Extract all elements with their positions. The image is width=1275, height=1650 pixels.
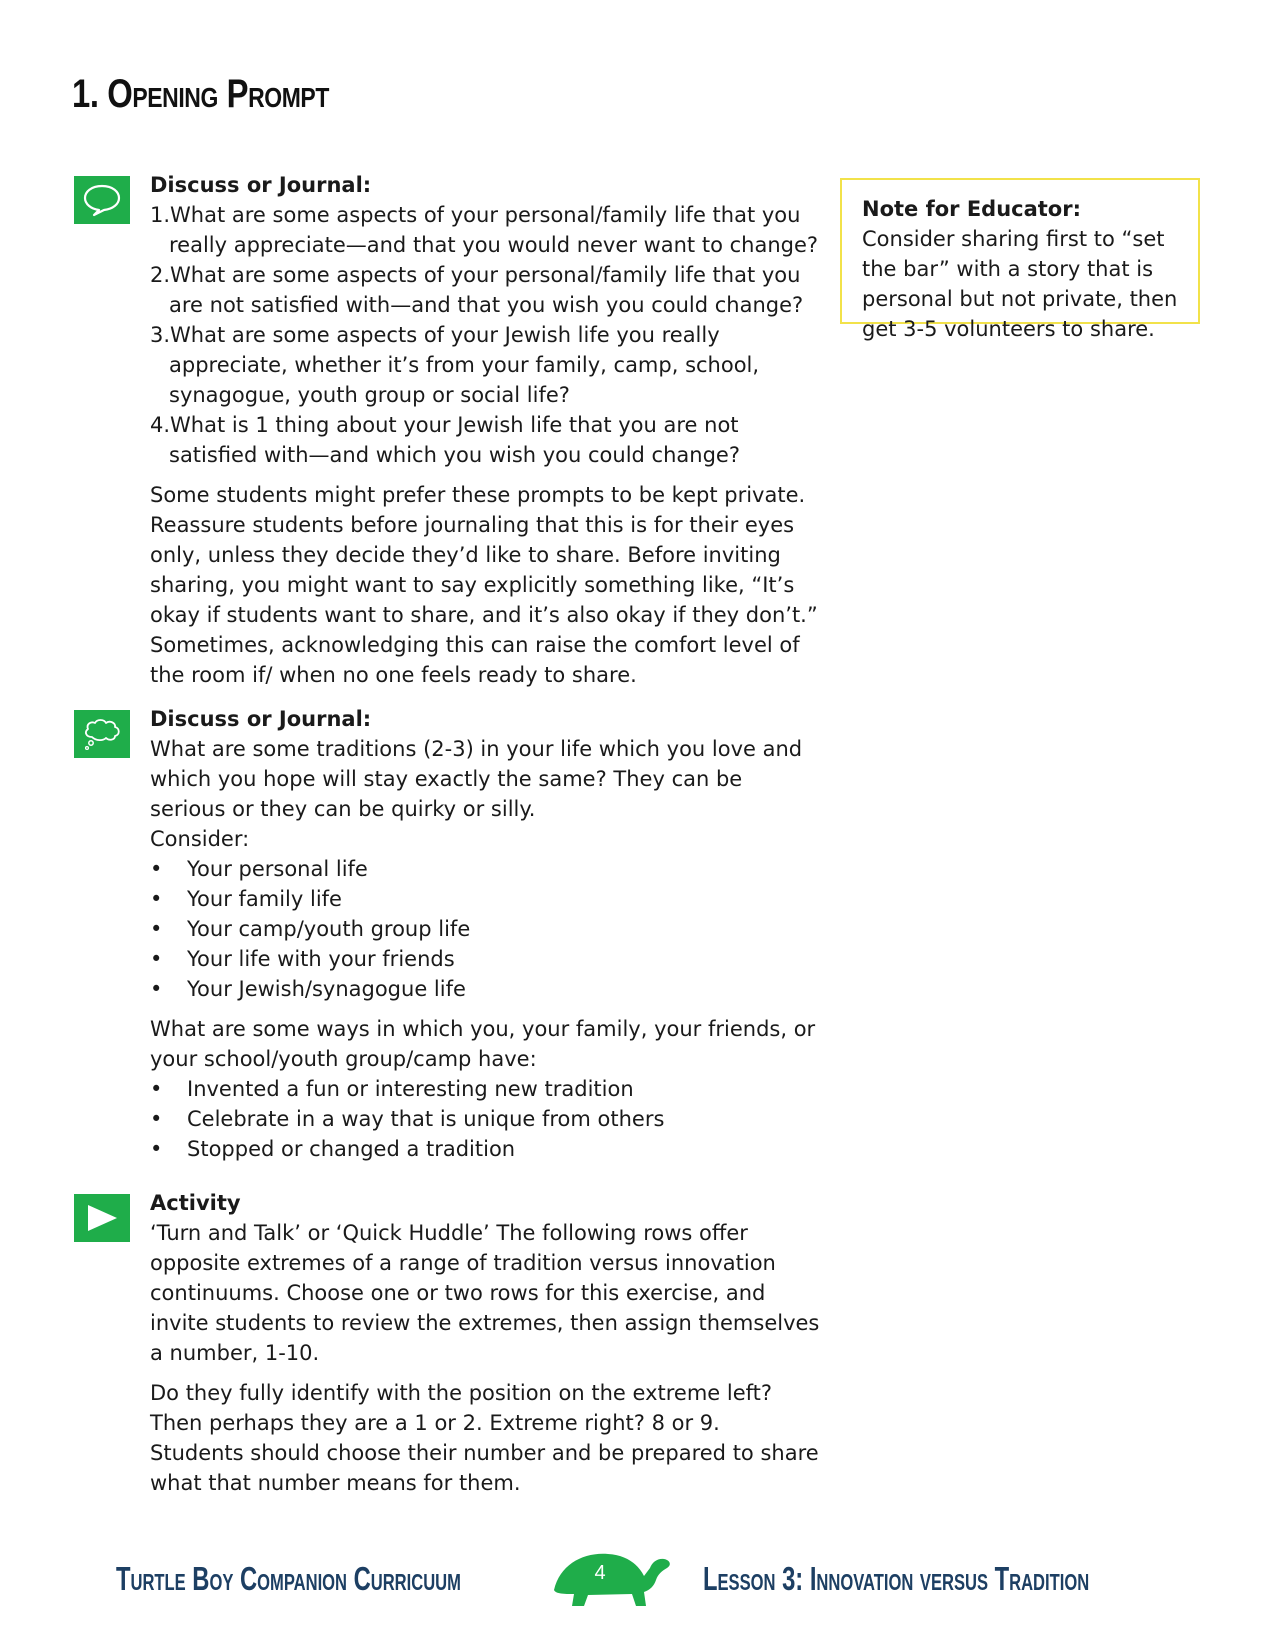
thought-bubble-icon <box>74 710 130 758</box>
footer-lesson-title: Lesson 3: Innovation versus Tradition <box>703 1560 1090 1597</box>
question-item: 4.What is 1 thing about your Jewish life that you are not satisfied with—and which you wish you could change? <box>150 413 740 467</box>
page-title: 1. Opening Prompt <box>72 72 329 116</box>
ways-list <box>150 1074 820 1164</box>
section-heading: Discuss or Journal: <box>150 707 372 731</box>
section-discuss-journal-1 <box>150 170 820 690</box>
section-activity <box>150 1188 820 1498</box>
question-item: 2.What are some aspects of your personal/family life that you are not satisfied with—and that you wish you could change? <box>150 263 804 317</box>
list-item: • Stopped or changed a tradition <box>150 1134 820 1164</box>
note-for-educator <box>840 178 1200 341</box>
page-number: 4 <box>594 1562 606 1584</box>
consider-list <box>150 854 820 1004</box>
list-item: • Your Jewish/synagogue life <box>150 974 820 1004</box>
note-body: Consider sharing first to “set the bar” with a story that is personal but not private, then get 3-5 volunteers to share. <box>862 227 1178 341</box>
privacy-paragraph: Some students might prefer these prompts to be kept private. Reassure students before journaling that this is for their eyes only, unless they decide they’d like to share. Before inviting sharing, you might want to say explicitly something like, “It’s okay if students want to share, and it’s also okay if they don’t.” Sometimes, acknowledging this can raise the comfort level of the room if/ when no one feels ready to share. <box>150 483 818 687</box>
section-heading: Discuss or Journal: <box>150 173 372 197</box>
play-icon <box>74 1194 130 1242</box>
speech-bubble-icon <box>74 176 130 224</box>
section-heading: Activity <box>150 1191 241 1215</box>
list-item: • Your personal life <box>150 854 820 884</box>
ways-question: What are some ways in which you, your family, your friends, or your school/youth group/camp have: <box>150 1017 816 1071</box>
consider-label: Consider: <box>150 827 250 851</box>
list-item: • Your life with your friends <box>150 944 820 974</box>
question-item: 3.What are some aspects of your Jewish life you really appreciate, whether it’s from your family, camp, school, synagogue, youth group or social life? <box>150 323 760 407</box>
list-item: • Celebrate in a way that is unique from others <box>150 1104 820 1134</box>
list-item: • Your family life <box>150 884 820 914</box>
question-item: 1.What are some aspects of your personal/family life that you really appreciate—and that you would never want to change? <box>150 203 819 257</box>
page-footer <box>0 1540 1275 1620</box>
footer-curriculum-title: Turtle Boy Companion Curricuum <box>116 1560 461 1597</box>
section-discuss-journal-2 <box>150 704 820 1164</box>
question-list <box>150 200 820 470</box>
list-item: • Invented a fun or interesting new tradition <box>150 1074 820 1104</box>
note-text <box>862 194 1180 344</box>
activity-paragraph-2: Do they fully identify with the position on the extreme left? Then perhaps they are a 1 or 2. Extreme right? 8 or 9. Students should choose their number and be prepared to share what that number means for them. <box>150 1381 819 1495</box>
traditions-question: What are some traditions (2-3) in your life which you love and which you hope will stay exactly the same? They can be serious or they can be quirky or silly. <box>150 737 803 821</box>
activity-paragraph-1: ‘Turn and Talk’ or ‘Quick Huddle’ The following rows offer opposite extremes of a range of tradition versus innovation continuums. Choose one or two rows for this exercise, and invite students to review the extremes, then assign themselves a number, 1-10. <box>150 1221 820 1365</box>
note-label: Note for Educator: <box>862 197 1081 221</box>
list-item: • Your camp/youth group life <box>150 914 820 944</box>
